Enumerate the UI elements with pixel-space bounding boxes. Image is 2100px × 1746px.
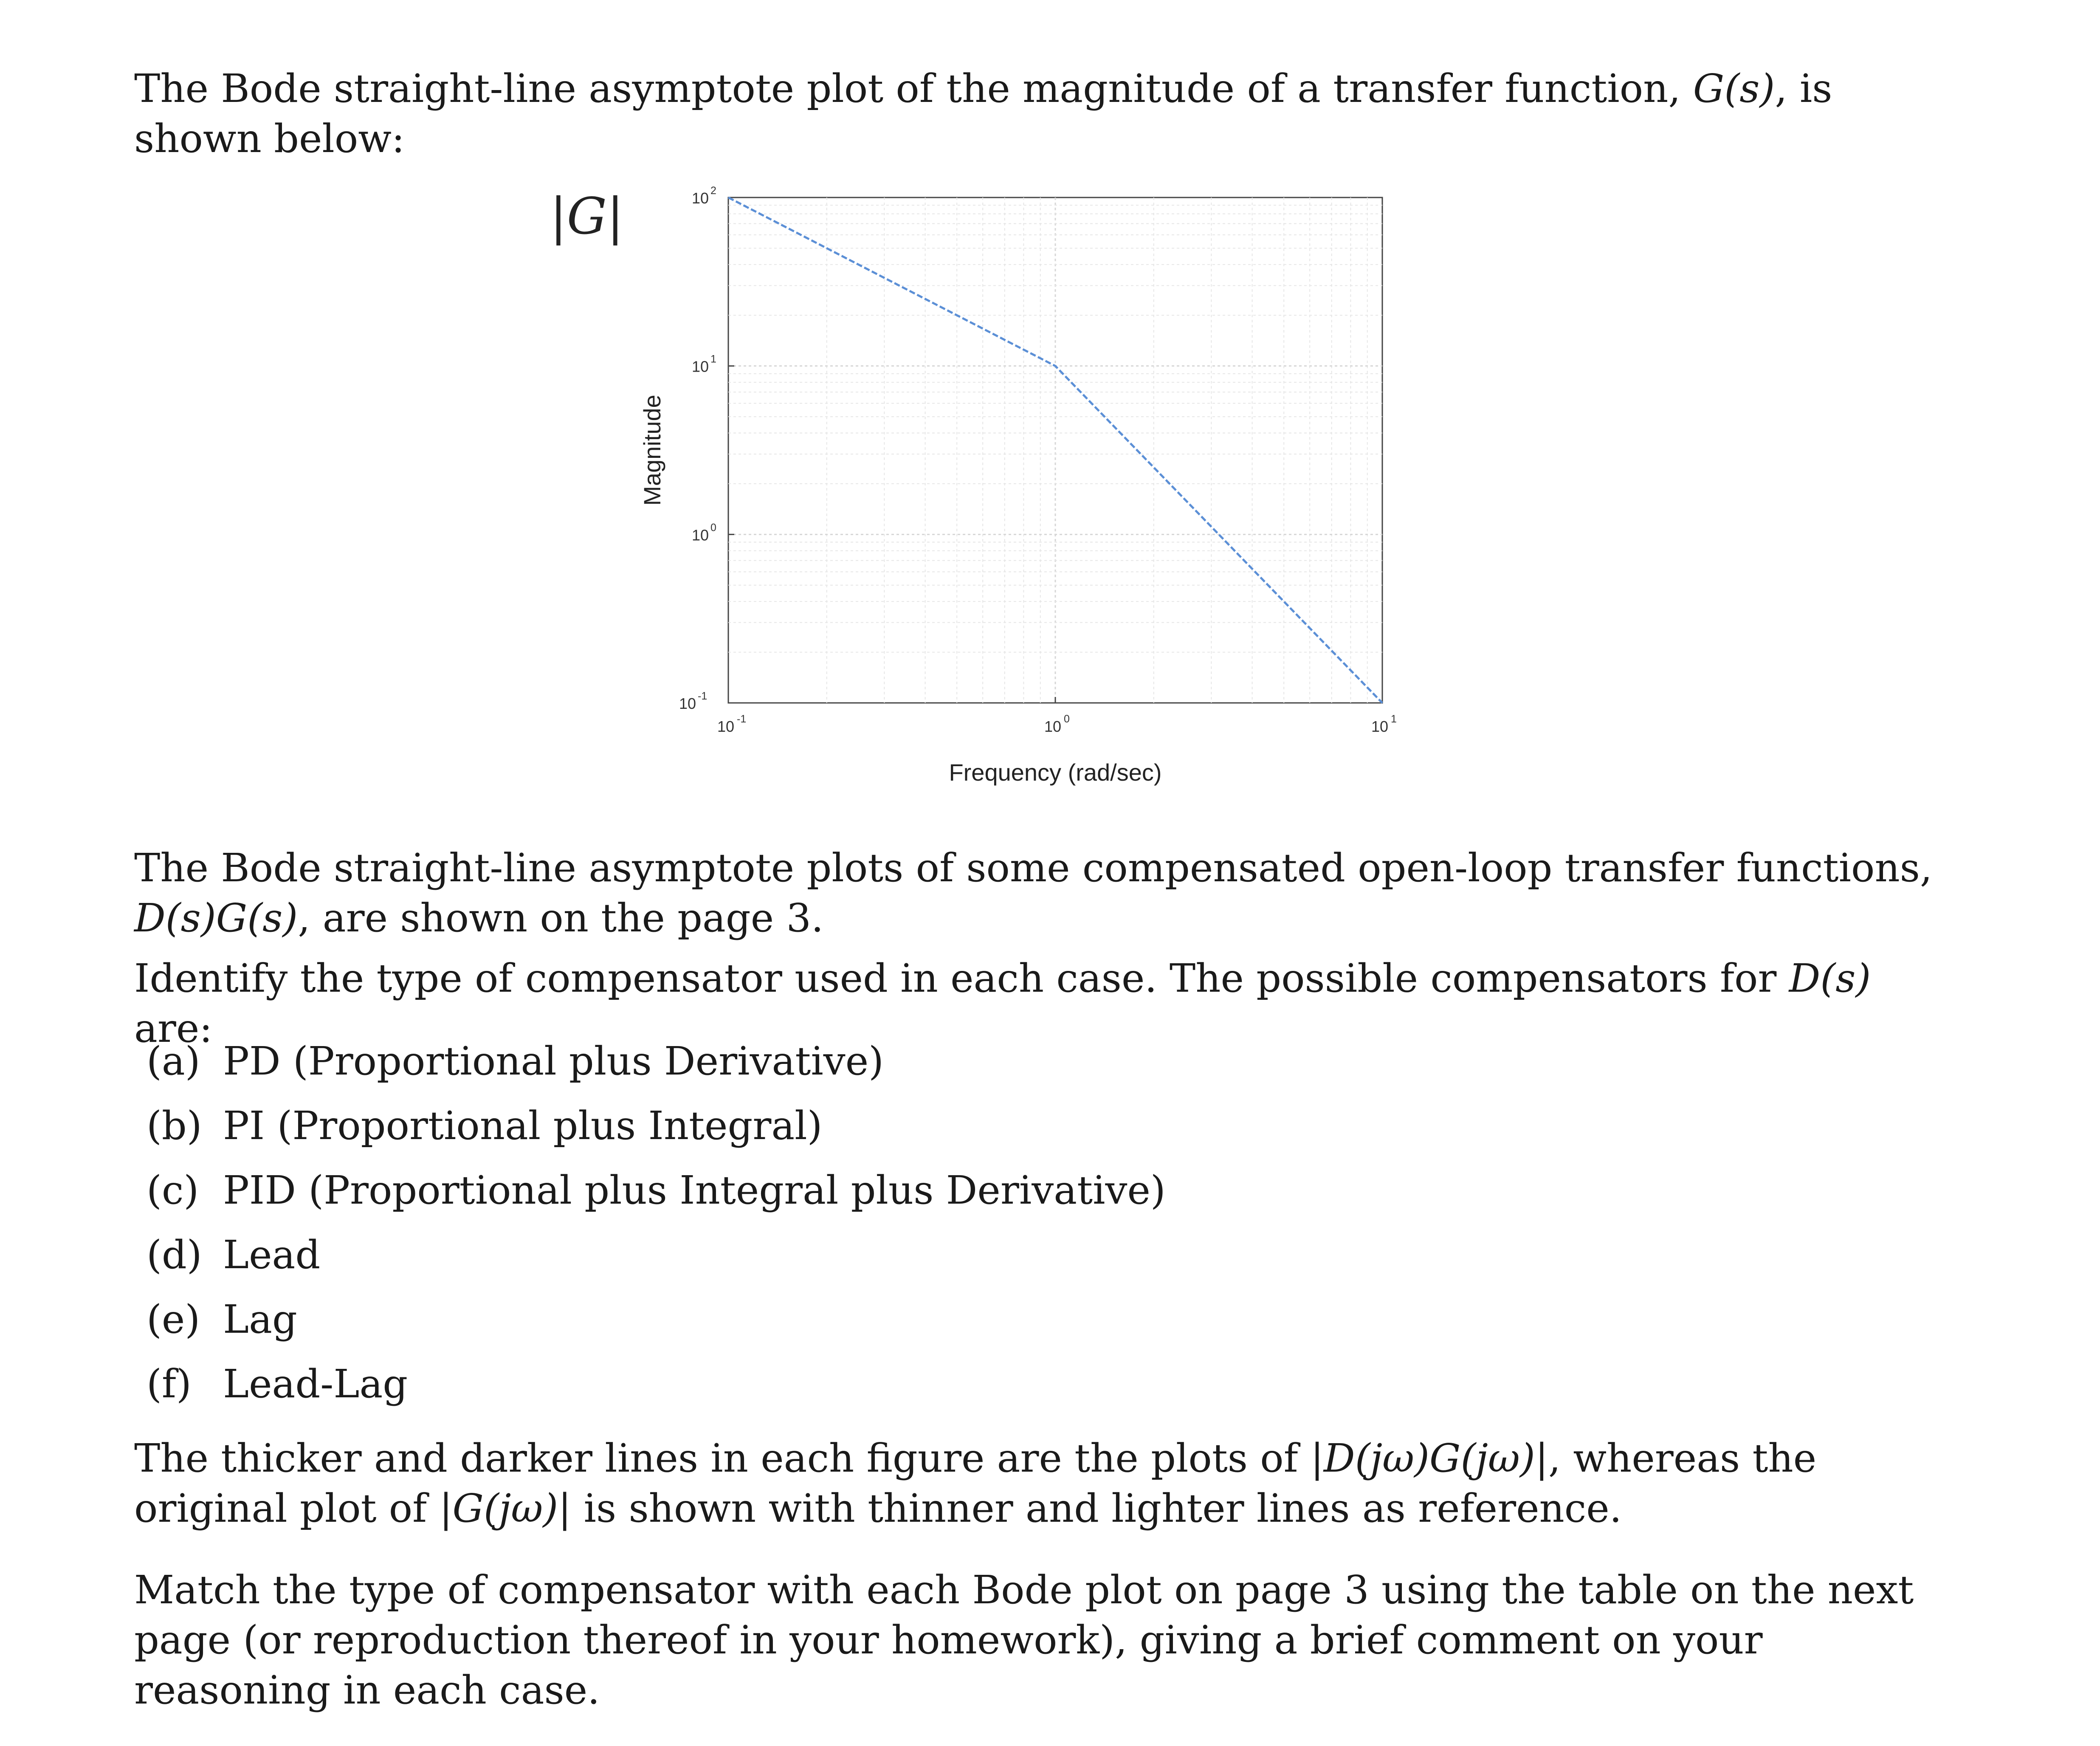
x-tick-exponent: 1 xyxy=(1391,713,1397,725)
x-tick-exponent: 0 xyxy=(1064,713,1070,725)
y-tick-exponent: 0 xyxy=(710,522,716,534)
option-item xyxy=(147,1230,1166,1295)
intro-text-end: , is shown below: xyxy=(134,66,1832,161)
thicker-symbol-g: |G(jω)| xyxy=(439,1486,572,1531)
g-magnitude-label: |G| xyxy=(550,187,624,245)
compensated-text: The Bode straight-line asymptote plots of some compensated open-loop transfer functions, xyxy=(134,845,1933,891)
option-letter: (d) xyxy=(147,1232,202,1278)
option-item xyxy=(147,1359,1166,1424)
identify-symbol: D(s) xyxy=(1789,956,1871,1001)
option-item xyxy=(147,1295,1166,1359)
option-letter: (c) xyxy=(147,1168,199,1213)
y-tick-label: 10 xyxy=(691,358,709,375)
option-text: PID (Proportional plus Integral plus Derivative) xyxy=(223,1168,1166,1213)
identify-text-end: are: xyxy=(134,1006,213,1051)
compensated-paragraph xyxy=(134,843,1960,943)
option-letter: (f) xyxy=(147,1361,192,1407)
thicker-text-end: is shown with thinner and lighter lines as reference. xyxy=(571,1486,1622,1531)
option-item xyxy=(147,1036,1166,1101)
intro-text: The Bode straight-line asymptote plot of the magnitude of a transfer function, xyxy=(134,66,1693,111)
compensator-options-list xyxy=(147,1036,1166,1424)
bode-magnitude-chart xyxy=(0,0,2100,828)
option-item xyxy=(147,1101,1166,1165)
thicker-symbol-dg: |D(jω)G(jω)| xyxy=(1310,1436,1548,1481)
option-letter: (e) xyxy=(147,1297,200,1342)
option-letter: (a) xyxy=(147,1038,200,1084)
grid-lines xyxy=(728,197,1382,703)
thicker-text: The thicker and darker lines in each figure are the plots of xyxy=(134,1436,1311,1481)
y-axis-label: Magnitude xyxy=(639,395,665,506)
option-letter: (b) xyxy=(147,1103,202,1148)
compensated-text-end: , are shown on the page 3. xyxy=(298,895,824,941)
x-tick-label: 10 xyxy=(1371,718,1389,735)
option-item xyxy=(147,1165,1166,1230)
y-tick-labels xyxy=(679,185,734,712)
option-text: Lead xyxy=(223,1232,321,1278)
x-axis-label: Frequency (rad/sec) xyxy=(949,759,1162,786)
y-tick-exponent: 2 xyxy=(710,185,716,197)
option-text: Lead-Lag xyxy=(223,1361,408,1407)
x-tick-label: 10 xyxy=(1044,718,1062,735)
option-text: PD (Proportional plus Derivative) xyxy=(223,1038,884,1084)
y-tick-label: 10 xyxy=(679,695,696,712)
match-paragraph: Match the type of compensator with each Bode plot on page 3 using the table on the next page (or reproduction thereof in your homework), giving a brief comment on your reasoning in each case. xyxy=(134,1567,1914,1713)
y-tick-label: 10 xyxy=(691,189,709,207)
y-tick-exponent: 1 xyxy=(710,353,716,365)
y-tick-label: 10 xyxy=(691,526,709,544)
y-tick-exponent: -1 xyxy=(698,690,708,702)
compensated-symbol: D(s)G(s) xyxy=(134,895,298,941)
thicker-text-mid: , whereas the original plot of xyxy=(134,1436,1817,1531)
x-tick-exponent: -1 xyxy=(737,713,747,725)
option-text: PI (Proportional plus Integral) xyxy=(223,1103,823,1148)
intro-symbol: G(s) xyxy=(1693,66,1775,111)
x-tick-label: 10 xyxy=(717,718,735,735)
thicker-lines-paragraph xyxy=(134,1433,1960,1534)
identify-text: Identify the type of compensator used in each case. The possible compensators for xyxy=(134,956,1789,1001)
option-text: Lag xyxy=(223,1297,297,1342)
